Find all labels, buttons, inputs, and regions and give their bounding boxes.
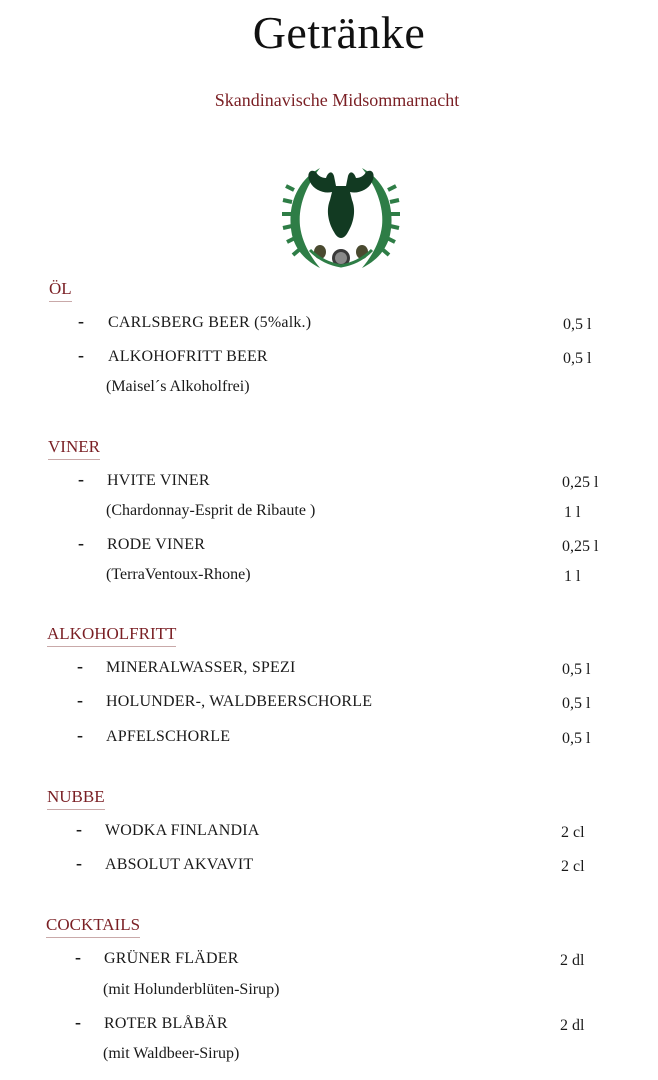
menu-item-detail: (mit Waldbeer-Sirup) (103, 1045, 240, 1062)
menu-item-qty: 2 dl (560, 952, 585, 969)
menu-item-detail-qty: 1 l (564, 568, 581, 585)
section-heading-alkoholfritt: ALKOHOLFRITT (47, 624, 177, 643)
menu-item-name: HVITE VINER (107, 472, 210, 489)
page-subtitle: Skandinavische Midsommarnacht (214, 90, 460, 110)
menu-item-qty: 0,25 l (562, 474, 599, 491)
section-heading-viner: VINER (48, 437, 100, 456)
menu-item-detail: (mit Holunderblüten-Sirup) (103, 981, 280, 998)
menu-item-qty: 0,5 l (563, 316, 592, 333)
item-dash: - (78, 469, 84, 489)
menu-item-name: RODE VINER (107, 536, 206, 553)
menu-item-qty: 0,25 l (562, 538, 599, 555)
item-dash: - (75, 1012, 81, 1032)
item-dash: - (78, 533, 84, 553)
menu-item-name: HOLUNDER-, WALDBEERSCHORLE (106, 693, 373, 710)
section-heading-ol: ÖL (49, 279, 72, 298)
section-heading-nubbe: NUBBE (47, 787, 105, 806)
menu-item-qty: 0,5 l (562, 661, 591, 678)
item-dash: - (77, 725, 83, 745)
menu-item-name: ABSOLUT AKVAVIT (105, 856, 254, 873)
menu-item-name: WODKA FINLANDIA (105, 822, 260, 839)
item-dash: - (75, 947, 81, 967)
menu-item-detail: (TerraVentoux-Rhone) (106, 566, 251, 583)
menu-item-name: ROTER BLÅBÄR (104, 1015, 228, 1032)
menu-item-name: CARLSBERG BEER (5%alk.) (108, 314, 312, 331)
moose-emblem-icon (280, 160, 402, 275)
item-dash: - (78, 345, 84, 365)
menu-item-name: GRÜNER FLÄDER (104, 950, 239, 967)
section-heading-cocktails: COCKTAILS (46, 915, 141, 934)
menu-item-detail: (Chardonnay-Esprit de Ribaute ) (106, 502, 316, 519)
menu-item-qty: 2 cl (561, 824, 585, 841)
item-dash: - (77, 656, 83, 676)
menu-item-detail: (Maisel´s Alkoholfrei) (106, 378, 250, 395)
menu-item-qty: 2 cl (561, 858, 585, 875)
page-title: Getränke (252, 7, 426, 58)
item-dash: - (77, 690, 83, 710)
menu-item-name: MINERALWASSER, SPEZI (106, 659, 296, 676)
item-dash: - (76, 853, 82, 873)
menu-item-qty: 0,5 l (562, 730, 591, 747)
menu-item-qty: 2 dl (560, 1017, 585, 1034)
item-dash: - (78, 311, 84, 331)
menu-item-detail-qty: 1 l (564, 504, 581, 521)
menu-item-name: ALKOHOFRITT BEER (108, 348, 268, 365)
menu-item-qty: 0,5 l (563, 350, 592, 367)
menu-item-qty: 0,5 l (562, 695, 591, 712)
item-dash: - (76, 819, 82, 839)
menu-item-name: APFELSCHORLE (106, 728, 231, 745)
